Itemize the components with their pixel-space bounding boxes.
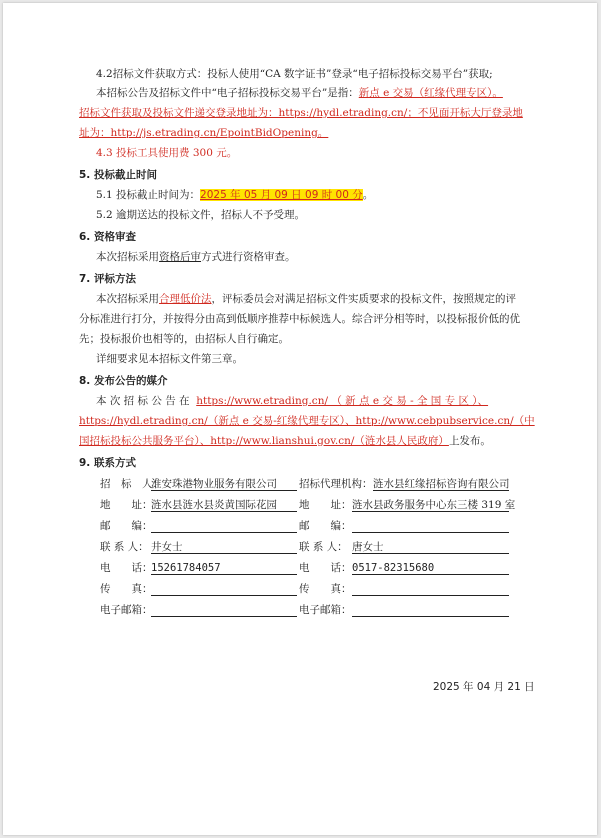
contact-right-label: 招标代理机构： bbox=[299, 478, 373, 490]
contact-right-underline bbox=[352, 532, 509, 533]
section-6-heading: 6. 资格审查 bbox=[79, 231, 136, 243]
contact-right-label: 地 址： bbox=[299, 499, 352, 511]
item-4-3: 4.3 投标工具使用费 300 元。 bbox=[96, 147, 238, 159]
contact-right-label: 邮 编： bbox=[299, 520, 352, 532]
contact-right-value: 0517-82315680 bbox=[352, 562, 435, 574]
contact-left-label: 联 系 人： bbox=[100, 541, 149, 553]
contact-left-underline bbox=[151, 511, 297, 512]
contact-left-underline bbox=[151, 574, 297, 575]
contact-left-underline bbox=[151, 490, 297, 491]
evaluation-line-2: 分标准进行打分，并按得分由高到低顺序推荐中标候选人。综合评分相等时，以投标报价低的优 bbox=[79, 313, 520, 325]
contact-left-underline bbox=[151, 532, 297, 533]
contact-left-label: 电子邮箱： bbox=[100, 604, 153, 616]
evaluation-line-4: 详细要求见本招标文件第三章。 bbox=[96, 353, 243, 365]
etrading-national-link[interactable]: https://www.etrading.cn/ （ 新 点 e 交 易 - 全 国 专 区 ）、 bbox=[196, 395, 489, 407]
evaluation-prefix: 本次招标采用 bbox=[96, 293, 159, 305]
item-4-2: 4.2招标文件获取方式：投标人使用“CA 数字证书”登录“电子招标投标交易平台”获取; bbox=[96, 68, 493, 80]
contact-left-underline bbox=[151, 595, 297, 596]
section-9-heading: 9. 联系方式 bbox=[79, 457, 136, 469]
contact-right-value: 唐女士 bbox=[352, 541, 384, 553]
media-prefix: 本 次 招 标 公 告 在 bbox=[96, 395, 190, 407]
evaluation-method: 合理低价法 bbox=[159, 293, 212, 305]
evaluation-suffix: ，评标委员会对满足招标文件实质要求的投标文件，按照规定的评 bbox=[211, 293, 516, 305]
contact-right-underline bbox=[373, 490, 509, 491]
section-5-heading: 5. 投标截止时间 bbox=[79, 169, 157, 181]
evaluation-line-3: 先；投标报价也相等的，由招标人自行确定。 bbox=[79, 333, 289, 345]
contact-left-label: 传 真： bbox=[100, 583, 153, 595]
contact-right-label: 电 话： bbox=[299, 562, 352, 574]
contact-left-value: 井女士 bbox=[151, 541, 183, 553]
item-5-1 bbox=[96, 188, 373, 202]
media-line-3 bbox=[79, 434, 491, 448]
qualification-text bbox=[96, 250, 296, 264]
contact-right-underline bbox=[352, 574, 509, 575]
media-suffix: 上发布。 bbox=[448, 435, 491, 447]
contact-left-value: 淮安珠港物业服务有限公司 bbox=[151, 478, 277, 490]
contact-right-underline bbox=[352, 553, 509, 554]
item-5-2: 5.2 逾期送达的投标文件，招标人不予受理。 bbox=[96, 209, 306, 221]
contact-left-value: 15261784057 bbox=[151, 562, 221, 574]
media-links-line-3[interactable]: 国招标投标公共服务平台）、http://www.lianshui.gov.cn/（涟水县人民政府） bbox=[79, 435, 449, 447]
section-8-heading: 8. 发布公告的媒介 bbox=[79, 375, 168, 387]
bid-opening-address[interactable]: 址为：http://js.etrading.cn/EpointBidOpening。 bbox=[79, 127, 329, 139]
media-line-1 bbox=[96, 394, 488, 408]
deadline-suffix: 。 bbox=[362, 189, 374, 201]
tender-login-address[interactable]: 招标文件获取及投标文件递交登录地址为：https://hydl.etrading.cn/；不见面开标大厅登录地 bbox=[79, 107, 523, 119]
contact-left-underline bbox=[151, 553, 297, 554]
evaluation-line-1 bbox=[96, 292, 516, 306]
contact-right-value: 涟水县政务服务中心东三楼 319 室 bbox=[352, 499, 516, 511]
document-date: 2025 年 04 月 21 日 bbox=[433, 681, 535, 693]
contact-left-label: 邮 编： bbox=[100, 520, 153, 532]
contact-right-underline bbox=[352, 616, 509, 617]
contact-left-label: 电 话： bbox=[100, 562, 153, 574]
contact-right-label: 传 真： bbox=[299, 583, 352, 595]
platform-paragraph bbox=[96, 86, 503, 100]
contact-left-label: 地 址： bbox=[100, 499, 153, 511]
contact-right-label: 联 系 人： bbox=[299, 541, 348, 553]
qualification-suffix: 方式进行资格审查。 bbox=[201, 251, 296, 263]
contact-right-value: 涟水县红缘招标咨询有限公司 bbox=[373, 478, 510, 490]
contact-right-underline bbox=[352, 511, 509, 512]
contact-right-label: 电子邮箱： bbox=[299, 604, 352, 616]
media-line-2[interactable]: https://hydl.etrading.cn/（新点 e 交易-红缘代理专区）、http://www.cebpubservice.cn/（中 bbox=[79, 415, 535, 427]
contact-left-label: 招 标 人： bbox=[100, 478, 163, 490]
platform-prefix: 本招标公告及招标文件中“电子招标投标交易平台”是指： bbox=[96, 87, 359, 99]
contact-left-underline bbox=[151, 616, 297, 617]
deadline-value: 2025 年 05 月 09 日 09 时 00 分 bbox=[200, 189, 363, 201]
section-7-heading: 7. 评标方法 bbox=[79, 273, 136, 285]
qualification-prefix: 本次招标采用 bbox=[96, 251, 159, 263]
document-page bbox=[3, 3, 597, 835]
contact-right-underline bbox=[352, 595, 509, 596]
platform-link[interactable]: 新点 e 交易（红缘代理专区）。 bbox=[358, 87, 503, 99]
contact-left-value: 涟水县涟水县炎黄国际花园 bbox=[151, 499, 277, 511]
deadline-prefix: 5.1 投标截止时间为： bbox=[96, 189, 201, 201]
qualification-method: 资格后审 bbox=[159, 251, 201, 263]
